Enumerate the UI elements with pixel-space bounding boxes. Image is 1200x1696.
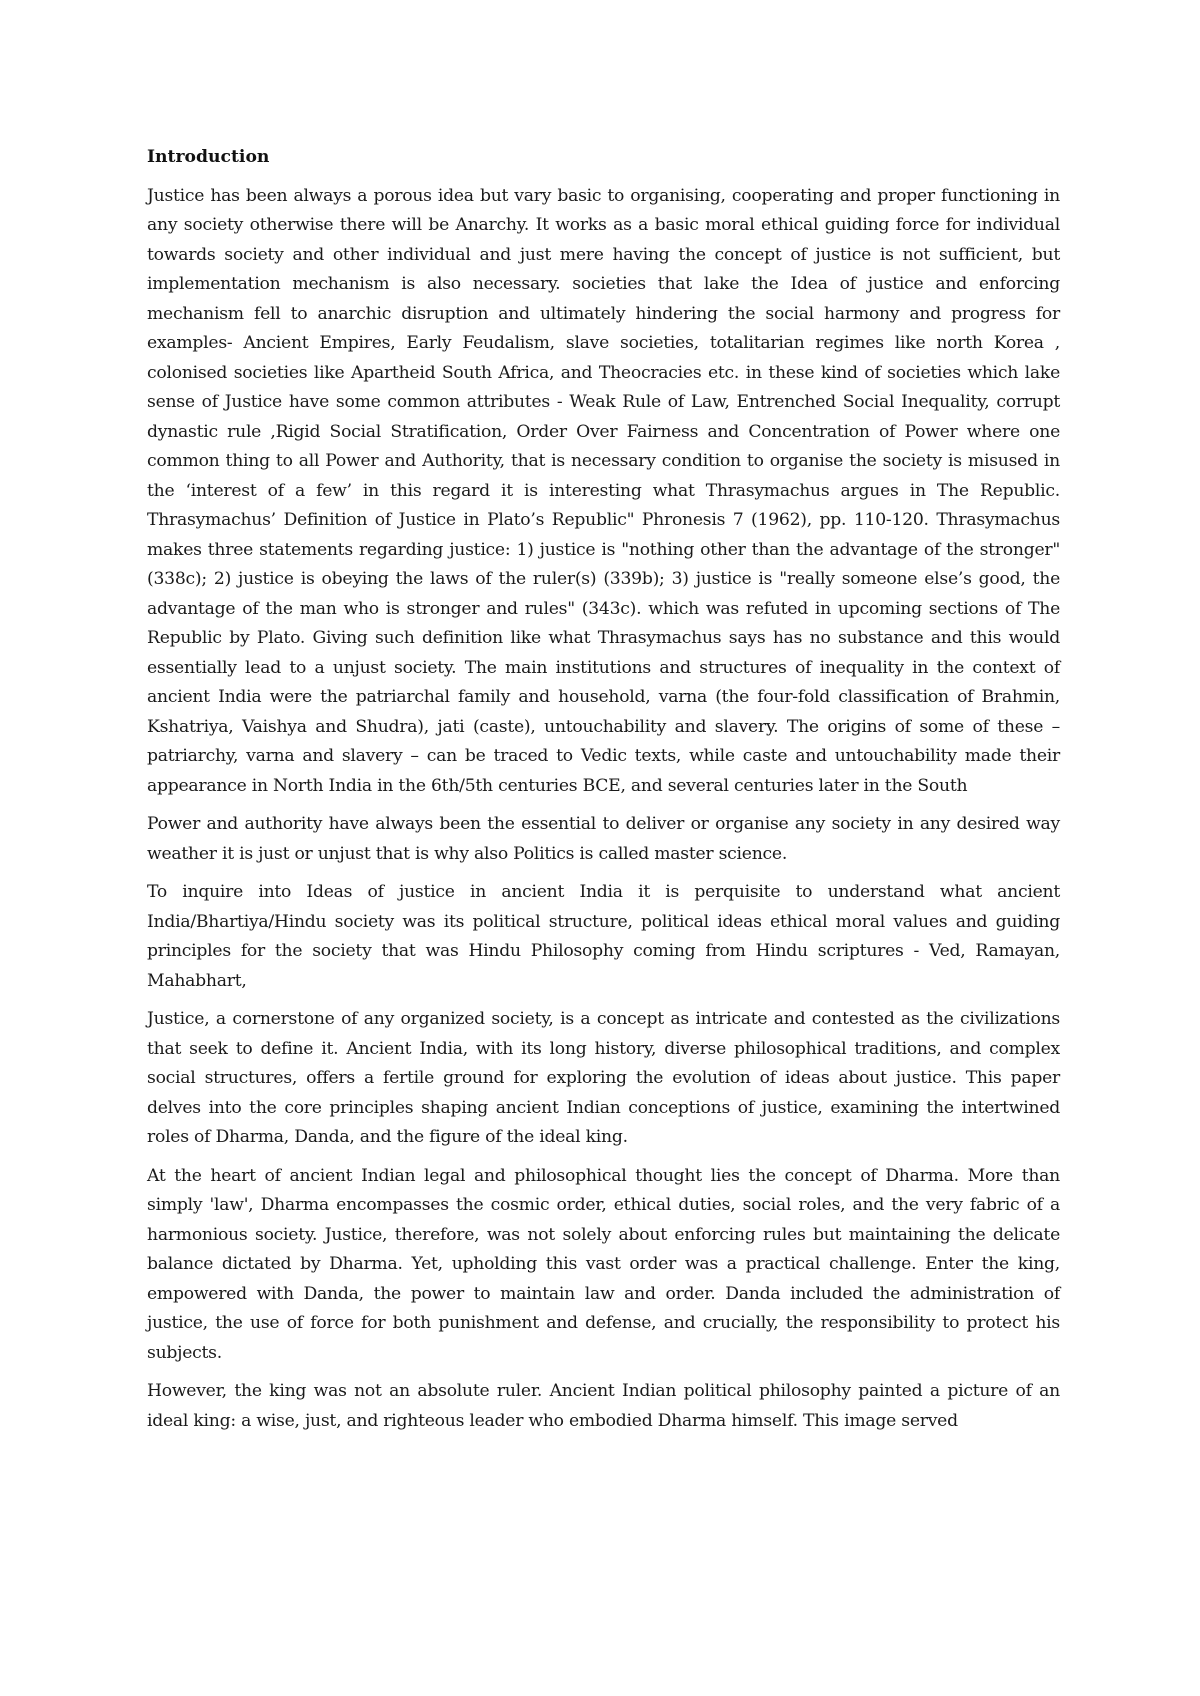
paragraph-1: Justice has been always a porous idea but vary basic to organising, cooperating and proper functioning in any society otherwise there will be Anarchy. It works as a basic moral ethical guiding force for individual towards society and other individual and just mere having the concept of justice is not sufficient, but implementation mechanism is also necessary. societies that lake the Idea of justice and enforcing mechanism fell to anarchic disruption and ultimately hindering the social harmony and progress for examples- Ancient Empires, Early Feudalism, slave societies, totalitarian regimes like north Korea , colonised societies like Apartheid South Africa, and Theocracies etc. in these kind of societies which lake sense of Justice have some common attributes - Weak Rule of Law, Entrenched Social Inequality, corrupt dynastic rule ,Rigid Social Stratification, Order Over Fairness and Concentration of Power where one common thing to all Power and Authority, that is necessary condition to organise the society is misused in the ‘interest of a few’ in this regard it is interesting what Thrasymachus argues in The Republic. Thrasymachus’ Definition of Justice in Plato’s Republic" Phronesis 7 (1962), pp. 110-120. Thrasymachus makes three statements regarding justice: 1) justice is "nothing other than the advantage of the stronger" (338c); 2) justice is obeying the laws of the ruler(s) (339b); 3) justice is "really someone else’s good, the advantage of the man who is stronger and rules" (343c). which was refuted in upcoming sections of The Republic by Plato. Giving such definition like what Thrasymachus says has no substance and this would essentially lead to a unjust society. The main institutions and structures of inequality in the context of ancient India were the patriarchal family and household, varna (the four-fold classification of Brahmin, Kshatriya, Vaishya and Shudra), jati (caste), untouchability and slavery. The origins of some of these – patriarchy, varna and slavery – can be traced to Vedic texts, while caste and untouchability made their appearance in North India in the 6th/5th centuries BCE, and several centuries later in the South (147, 185, 1060, 796)
section-heading: Introduction (147, 147, 270, 167)
paragraph-3: To inquire into Ideas of justice in ancient India it is perquisite to understand what ancient India/Bhartiya/Hindu society was its political structure, political ideas ethical moral values and guiding principles for the society that was Hindu Philosophy coming from Hindu scriptures - Ved, Ramayan, Mahabhart, (147, 882, 1060, 991)
paragraph-5: At the heart of ancient Indian legal and philosophical thought lies the concept of Dharma. More than simply 'law', Dharma encompasses the cosmic order, ethical duties, social roles, and the very fabric of a harmonious society. Justice, therefore, was not solely about enforcing rules but maintaining the delicate balance dictated by Dharma. Yet, upholding this vast order was a practical challenge. Enter the king, empowered with Danda, the power to maintain law and order. Danda included the administration of justice, the use of force for both punishment and defense, and crucially, the responsibility to protect his subjects. (147, 1165, 1060, 1363)
paragraph-6: However, the king was not an absolute ruler. Ancient Indian political philosophy painted a picture of an ideal king: a wise, just, and righteous leader who embodied Dharma himself. This image served (147, 1381, 1060, 1431)
paragraph-2: Power and authority have always been the essential to deliver or organise any society in any desired way weather it is just or unjust that is why also Politics is called master science. (147, 814, 1060, 864)
paragraph-4: Justice, a cornerstone of any organized society, is a concept as intricate and contested as the civilizations that seek to define it. Ancient India, with its long history, diverse philosophical traditions, and complex social structures, offers a fertile ground for exploring the evolution of ideas about justice. This paper delves into the core principles shaping ancient Indian conceptions of justice, examining the intertwined roles of Dharma, Danda, and the figure of the ideal king. (147, 1009, 1060, 1147)
document-body (147, 143, 1060, 1445)
